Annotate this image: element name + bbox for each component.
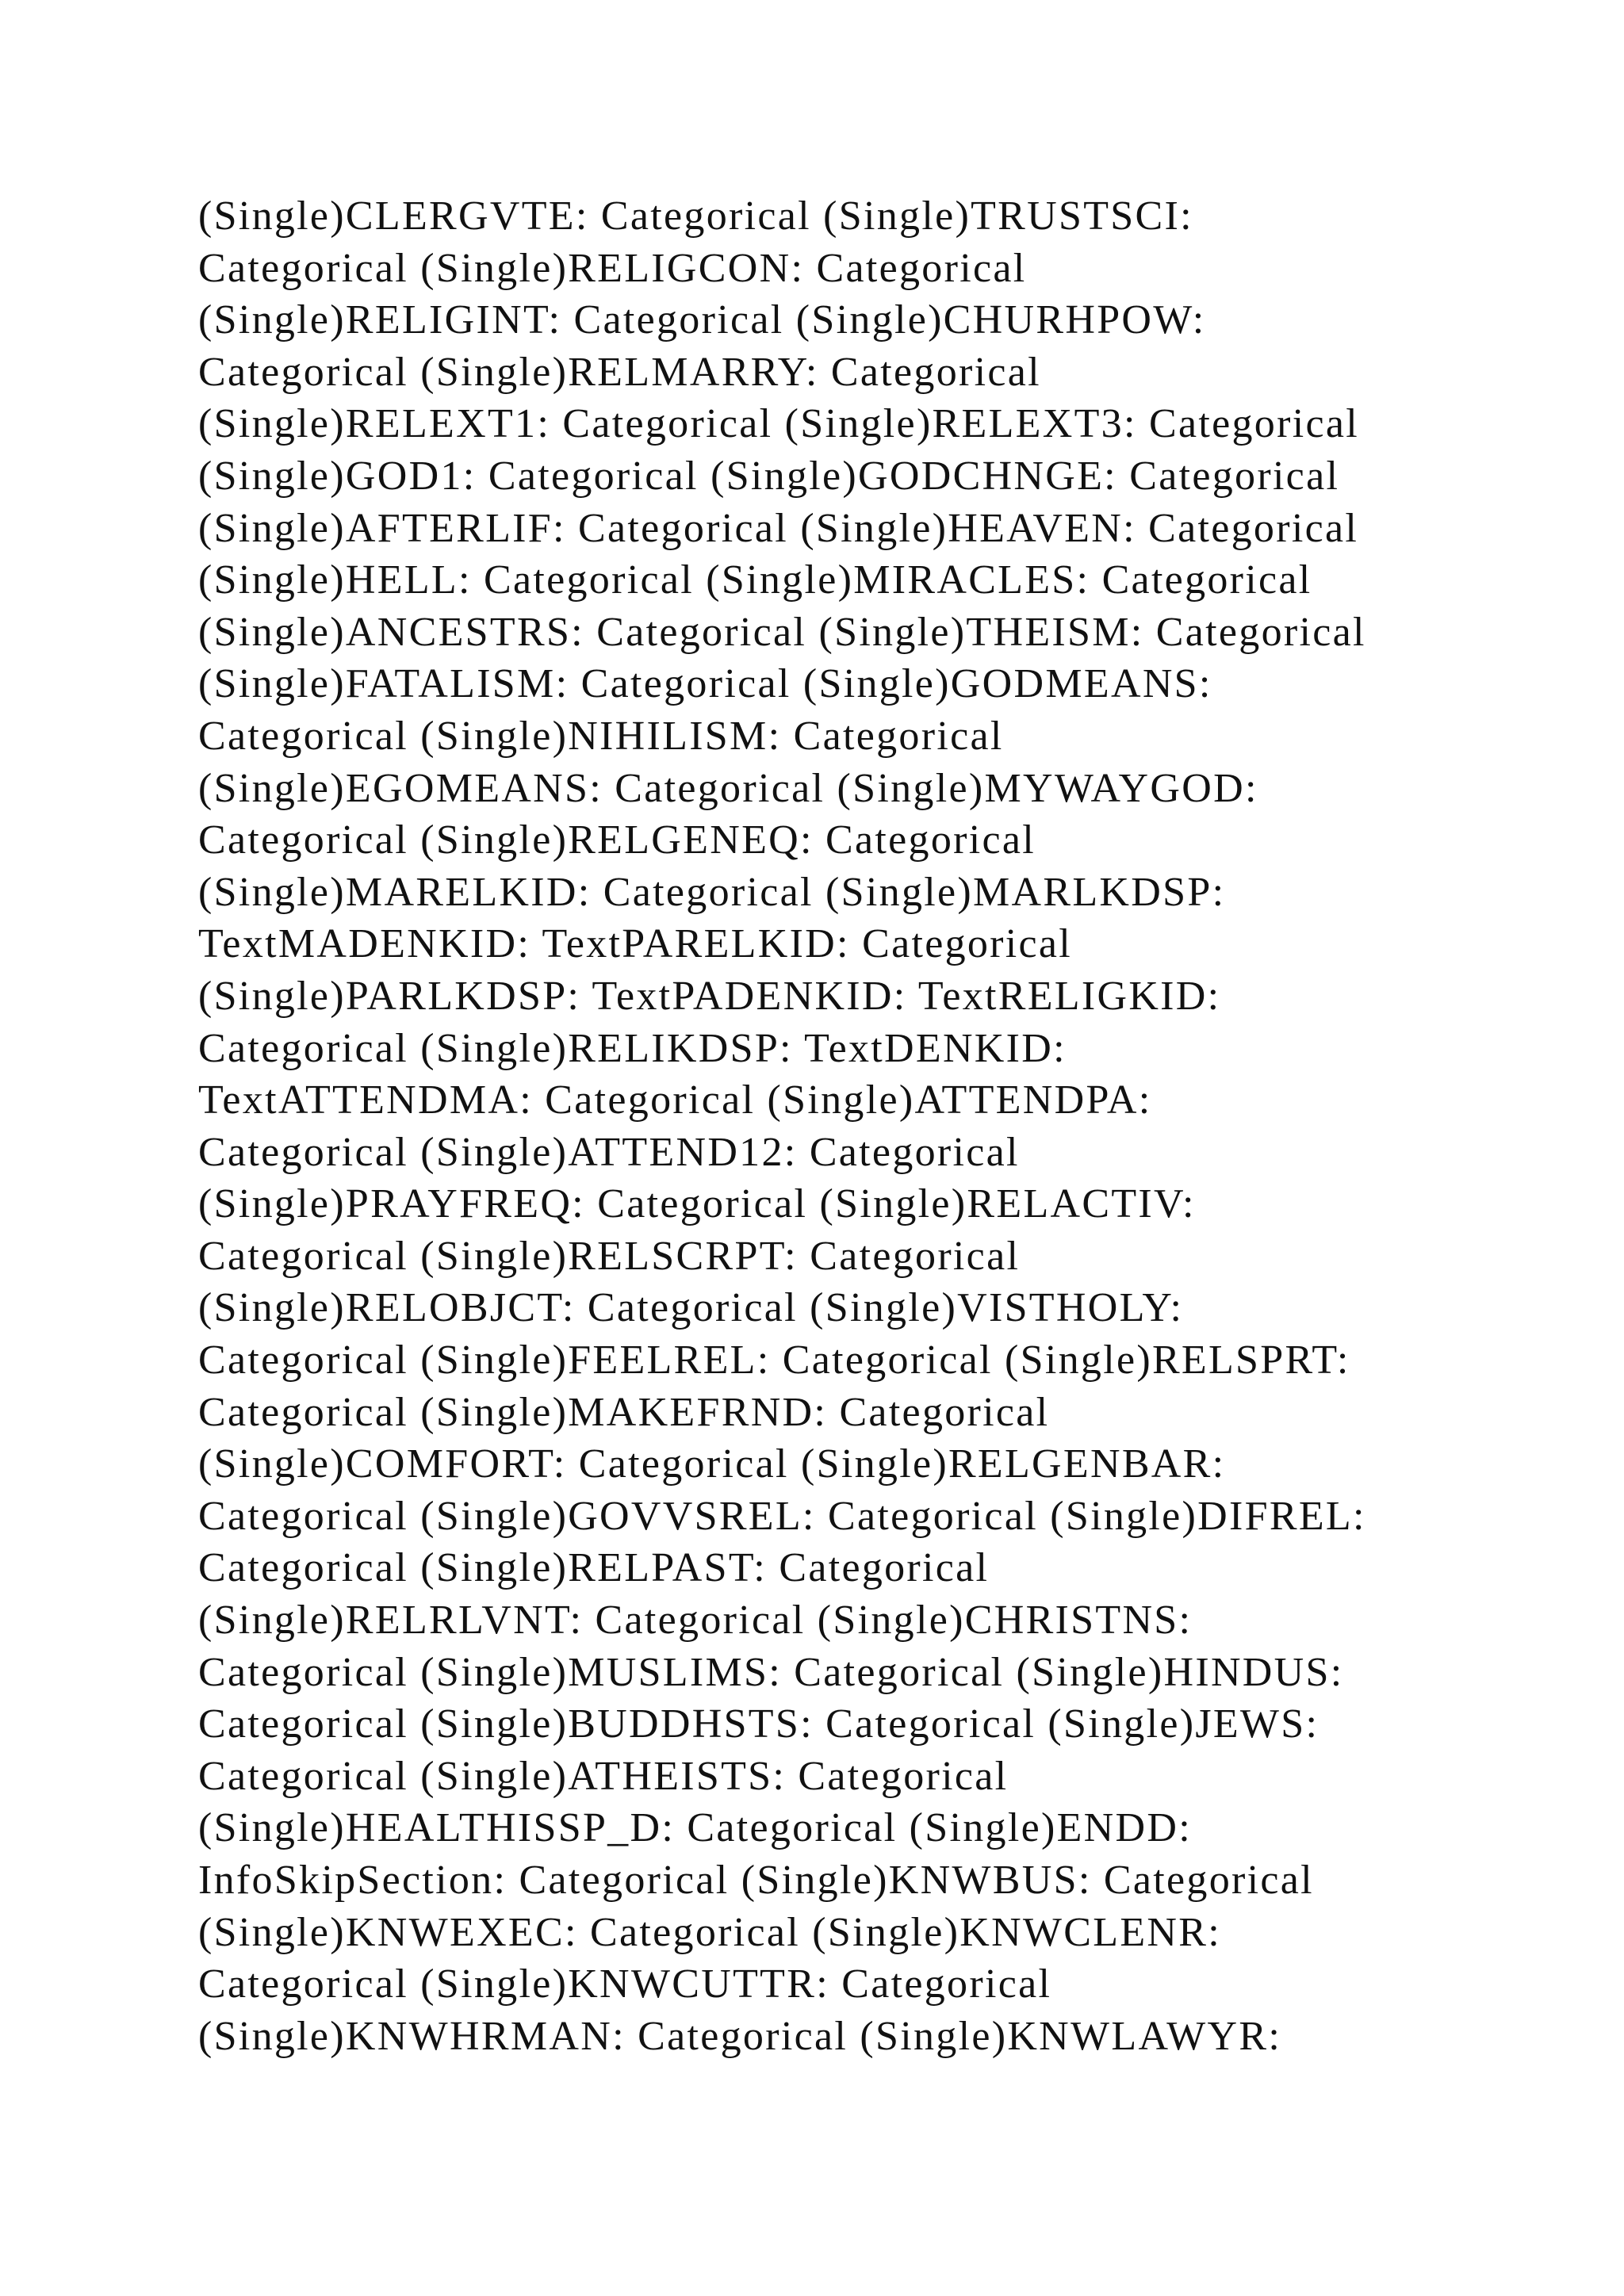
text-line: Categorical (Single)ATTEND12: Categorical <box>198 1129 1020 1175</box>
text-line: Categorical (Single)RELGENEQ: Categorical <box>198 817 1036 863</box>
text-line: (Single)GOD1: Categorical (Single)GODCHNGE: Categorical <box>198 453 1340 499</box>
text-line: Categorical (Single)GOVVSREL: Categorical (Single)DIFREL: <box>198 1493 1366 1539</box>
text-line: (Single)HEALTHISSP_D: Categorical (Single)ENDD: <box>198 1805 1192 1851</box>
text-line: Categorical (Single)MUSLIMS: Categorical (Single)HINDUS: <box>198 1649 1344 1695</box>
text-line: Categorical (Single)RELIKDSP: TextDENKID: <box>198 1025 1067 1071</box>
text-line: (Single)RELRLVNT: Categorical (Single)CHRISTNS: <box>198 1598 1193 1644</box>
text-line: TextATTENDMA: Categorical (Single)ATTENDPA: <box>198 1077 1152 1123</box>
text-line: (Single)EGOMEANS: Categorical (Single)MYWAYGOD: <box>198 765 1258 811</box>
text-line: (Single)KNWHRMAN: Categorical (Single)KNWLAWYR: <box>198 2013 1282 2059</box>
text-line: Categorical (Single)KNWCUTTR: Categorical <box>198 1961 1052 2007</box>
text-line: TextMADENKID: TextPARELKID: Categorical <box>198 921 1073 967</box>
text-line: (Single)AFTERLIF: Categorical (Single)HEAVEN: Categorical <box>198 505 1359 551</box>
text-line: (Single)RELOBJCT: Categorical (Single)VISTHOLY: <box>198 1285 1184 1331</box>
text-line: Categorical (Single)FEELREL: Categorical (Single)RELSPRT: <box>198 1337 1350 1383</box>
text-line: Categorical (Single)RELMARRY: Categorical <box>198 349 1041 395</box>
body-text <box>198 190 1483 2062</box>
text-line: (Single)FATALISM: Categorical (Single)GODMEANS: <box>198 661 1212 707</box>
text-line: Categorical (Single)NIHILISM: Categorical <box>198 713 1004 759</box>
text-line: Categorical (Single)BUDDHSTS: Categorical (Single)JEWS: <box>198 1701 1320 1747</box>
text-line: Categorical (Single)RELIGCON: Categorical <box>198 245 1027 291</box>
text-line: (Single)KNWEXEC: Categorical (Single)KNWCLENR: <box>198 1909 1221 1955</box>
text-line: Categorical (Single)MAKEFRND: Categorical <box>198 1389 1050 1435</box>
text-line: (Single)PRAYFREQ: Categorical (Single)RELACTIV: <box>198 1181 1196 1227</box>
text-line: (Single)CLERGVTE: Categorical (Single)TRUSTSCI: <box>198 193 1193 239</box>
text-line: (Single)MARELKID: Categorical (Single)MARLKDSP: <box>198 869 1226 915</box>
text-line: (Single)RELIGINT: Categorical (Single)CHURHPOW: <box>198 297 1206 343</box>
text-line: Categorical (Single)RELSCRPT: Categorical <box>198 1233 1021 1279</box>
text-line: (Single)HELL: Categorical (Single)MIRACLES: Categorical <box>198 557 1312 603</box>
text-line: InfoSkipSection: Categorical (Single)KNWBUS: Categorical <box>198 1858 1314 1903</box>
text-line: (Single)COMFORT: Categorical (Single)RELGENBAR: <box>198 1441 1226 1487</box>
text-line: (Single)PARLKDSP: TextPADENKID: TextRELIGKID: <box>198 973 1221 1019</box>
text-line: Categorical (Single)ATHEISTS: Categorical <box>198 1753 1009 1799</box>
text-line: Categorical (Single)RELPAST: Categorical <box>198 1545 990 1591</box>
text-line: (Single)RELEXT1: Categorical (Single)RELEXT3: Categorical <box>198 401 1359 447</box>
text-line: (Single)ANCESTRS: Categorical (Single)THEISM: Categorical <box>198 609 1366 655</box>
